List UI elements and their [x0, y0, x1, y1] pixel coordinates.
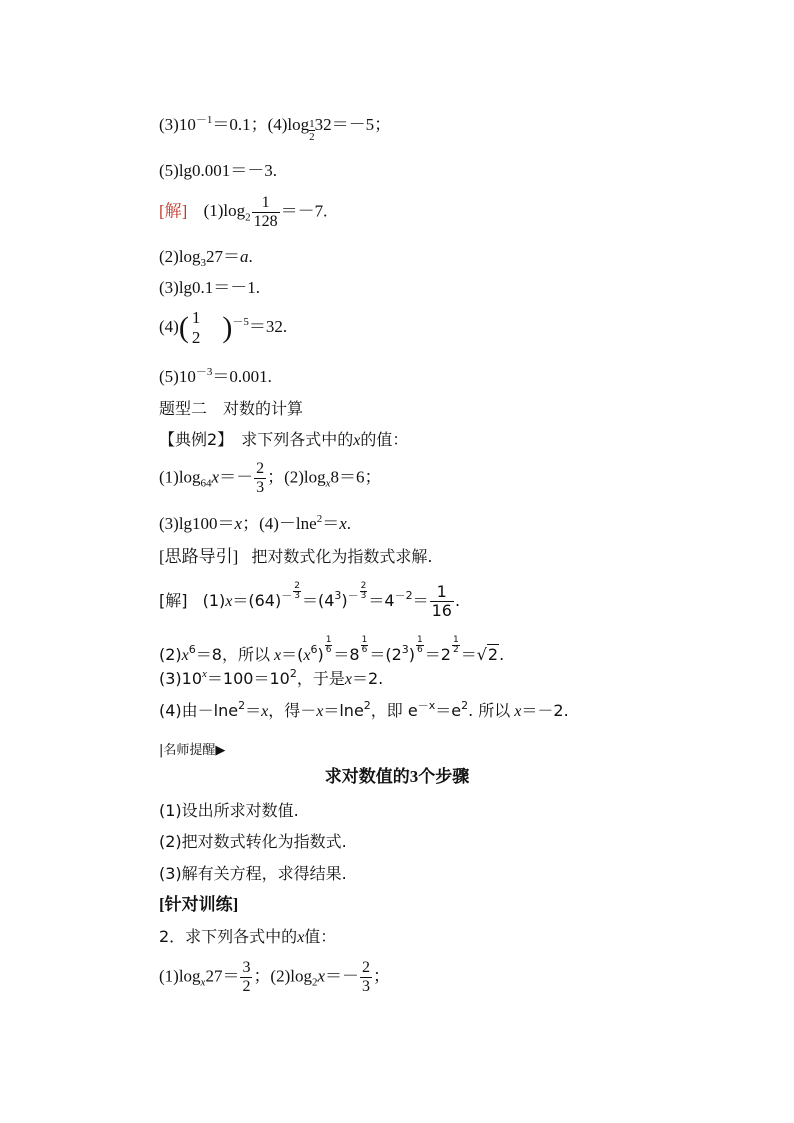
solution-line-2 — [159, 246, 253, 268]
text: ＝(4 — [301, 591, 335, 610]
example-prompt — [159, 429, 408, 452]
text: ＝e — [435, 701, 462, 720]
numerator: 1 — [430, 583, 454, 602]
text: ＝lne — [323, 701, 364, 720]
numerator: 1 — [191, 308, 201, 327]
exponent: －5 — [232, 315, 249, 328]
text: ＝－2. — [521, 701, 569, 720]
text: ＝100＝10 — [206, 669, 290, 688]
fraction — [189, 308, 201, 348]
thought-guide — [159, 546, 433, 568]
text: 8＝6； — [330, 467, 382, 487]
step-2 — [159, 831, 347, 853]
exponent-fraction — [452, 636, 460, 655]
tip-label-text: |名师提醒▶ — [159, 743, 226, 758]
numerator: 1 — [452, 635, 459, 645]
text: ，于是 — [296, 669, 345, 688]
text: ＝8，所以 — [195, 645, 270, 664]
text: (2)把对数式转化为指数式. — [159, 832, 347, 851]
text: (1)设出所求对数值. — [159, 801, 299, 820]
exponent-fraction — [325, 636, 333, 655]
text: 2．求下列各式中的 — [159, 927, 298, 946]
variable: x — [234, 514, 243, 533]
denominator: 2 — [452, 645, 459, 655]
text: 把对数式化为指数式求解. — [251, 547, 433, 566]
text: ) — [408, 645, 416, 664]
subscript: 2 — [245, 211, 251, 224]
answer-line-5 — [159, 160, 277, 182]
variable: x — [225, 593, 233, 610]
solution-line-1 — [159, 194, 327, 231]
variable: x — [211, 467, 220, 487]
exponent: 6 — [310, 643, 318, 656]
numerator: 1 — [361, 635, 368, 645]
text: ，即 e — [370, 701, 418, 720]
text: (2) — [159, 645, 182, 664]
text: (3)解有关方程，求得结果. — [159, 864, 347, 883]
text: ＝ — [322, 514, 340, 533]
text: ＝ — [412, 591, 429, 610]
text: . — [346, 514, 351, 533]
section-heading — [159, 398, 303, 420]
subscript: x — [325, 477, 331, 490]
fraction — [430, 583, 454, 620]
numerator: 1 — [252, 194, 280, 213]
numerator: 1 — [325, 635, 332, 645]
text: (1)log — [203, 201, 246, 221]
denominator: 3 — [362, 978, 371, 995]
subscript: 2 — [311, 976, 318, 989]
text: ＝ — [245, 701, 262, 720]
text: (4) — [159, 316, 179, 336]
heading-text: 题型二 对数的计算 — [159, 399, 304, 418]
fraction — [254, 460, 266, 497]
numerator: 1 — [309, 118, 315, 130]
step-1 — [159, 800, 299, 822]
step-3 — [159, 863, 347, 885]
denominator: 3 — [360, 591, 367, 601]
variable: x — [297, 929, 305, 946]
text: (1)log — [159, 966, 201, 986]
text: ＝4 — [368, 591, 395, 610]
text: ＝0.001. — [212, 367, 272, 386]
solution-line-3 — [159, 277, 260, 299]
title-text: 求对数值的3个步骤 — [324, 767, 470, 786]
solution-line-5 — [159, 366, 272, 388]
text: (3)lg0.1＝－1. — [159, 278, 261, 297]
variable: x — [273, 647, 282, 664]
left-paren: ( — [178, 311, 189, 344]
text: (3)10 — [159, 669, 203, 688]
text: ＝－ — [219, 467, 254, 487]
text: ；(2)log — [253, 966, 312, 986]
text: (1)log — [159, 467, 201, 487]
variable: x — [514, 703, 522, 720]
exponent-sign: － — [281, 589, 293, 602]
text: (5)lg0.001＝－3. — [159, 161, 278, 180]
denominator: 6 — [361, 645, 368, 655]
text: 值： — [304, 927, 337, 946]
denominator: 6 — [417, 645, 423, 655]
exponent-fraction — [293, 582, 301, 601]
variable: x — [339, 514, 347, 533]
subscript: 3 — [200, 257, 207, 269]
denominator: 2 — [191, 328, 201, 347]
text: . 所以 — [468, 701, 511, 720]
exponent: 2 — [316, 513, 323, 525]
variable: a — [240, 247, 249, 266]
text: 32＝－5； — [314, 115, 392, 134]
denominator: 2 — [309, 131, 315, 143]
text: 求下列各式中的 — [225, 430, 354, 449]
sqrt-sign: ＝√ — [460, 645, 487, 664]
text: ；(2)log — [267, 467, 326, 487]
text: ； — [373, 966, 391, 986]
numerator: 2 — [360, 581, 367, 591]
text: ＝－7. — [280, 201, 328, 221]
exponent-sign: － — [347, 589, 359, 602]
text: ＝32. — [248, 316, 288, 336]
exponent: 3 — [401, 643, 409, 656]
exponent: 2 — [461, 699, 469, 712]
example-equations-1 — [159, 460, 382, 497]
subscript: 64 — [200, 477, 212, 490]
numerator: 2 — [256, 460, 265, 477]
example-solution-3 — [159, 668, 383, 691]
text: ) — [317, 645, 324, 664]
exponent-fraction — [360, 582, 368, 601]
numerator: 2 — [294, 581, 300, 591]
text: . — [454, 591, 461, 610]
text: ＝8 — [333, 645, 360, 664]
example-equations-2 — [159, 513, 351, 535]
variable: x — [316, 703, 324, 720]
text: 27＝ — [205, 966, 240, 986]
denominator: 2 — [242, 978, 251, 995]
text: . — [499, 645, 505, 664]
text: ，得－ — [268, 701, 317, 720]
fraction — [252, 194, 280, 231]
text: . — [248, 247, 253, 266]
denominator: 6 — [325, 645, 332, 655]
exponent: 2 — [238, 699, 246, 712]
text: ＝(64) — [232, 591, 282, 610]
text: (3)10 — [159, 115, 196, 134]
variable: x — [344, 671, 352, 688]
fraction — [360, 959, 372, 996]
text: ＝2. — [351, 669, 384, 688]
solution-line-4 — [159, 308, 287, 352]
exponent: －x — [417, 699, 436, 712]
exponent: x — [202, 668, 207, 680]
exponent: 3 — [334, 589, 342, 602]
teacher-tip-label — [159, 740, 225, 762]
exponent: －3 — [195, 366, 213, 378]
denominator: 128 — [253, 213, 278, 230]
text: (4)由－lne — [159, 701, 239, 720]
heading-text: [针对训练] — [159, 895, 239, 914]
text: ＝2 — [424, 645, 451, 664]
example-solution-2 — [159, 636, 504, 667]
text: ＝－ — [325, 966, 360, 986]
exponent-fraction — [416, 636, 424, 655]
text: (5)10 — [159, 367, 196, 386]
exponent-fraction — [361, 636, 369, 655]
steps-title — [0, 766, 794, 788]
practice-heading — [159, 894, 238, 916]
practice-prompt — [159, 926, 336, 949]
denominator: 3 — [294, 591, 300, 601]
text: ) — [341, 591, 348, 610]
numerator: 2 — [362, 959, 371, 976]
practice-equations — [159, 959, 390, 996]
answer-line-3-4 — [159, 114, 391, 143]
denominator: 3 — [256, 479, 265, 496]
example-tag: 【典例2】 — [159, 430, 226, 449]
numerator: 3 — [242, 959, 251, 976]
variable: x — [181, 647, 189, 664]
example-solution-4 — [159, 700, 569, 723]
fraction — [240, 959, 252, 996]
text: ＝(2 — [369, 645, 402, 664]
exponent: －2 — [394, 589, 413, 602]
text: (3)lg100＝ — [159, 514, 235, 533]
exponent: 6 — [188, 643, 196, 656]
variable: x — [353, 432, 361, 449]
guide-tag: [思路导引] — [159, 547, 239, 566]
variable: x — [261, 703, 269, 720]
solution-tag: [解] — [159, 201, 188, 221]
exponent: 2 — [289, 667, 297, 680]
solution-tag: [解] — [159, 591, 188, 610]
right-paren: ) — [222, 311, 233, 344]
text: (1) — [202, 591, 226, 610]
subscript: x — [200, 976, 206, 989]
text: ；(4)－lne — [242, 514, 317, 533]
text: ＝0.1；(4)log — [212, 115, 310, 134]
exponent: －1 — [195, 114, 213, 126]
radicand: 2 — [487, 645, 499, 664]
variable: x — [317, 966, 326, 986]
text: 27＝ — [206, 247, 241, 266]
variable: x — [303, 647, 311, 664]
text: 的值： — [360, 430, 409, 449]
text: (2)log — [159, 247, 201, 266]
denominator: 16 — [431, 601, 452, 620]
text: ＝( — [281, 645, 304, 664]
example-solution-1 — [159, 582, 460, 620]
numerator: 1 — [417, 635, 423, 645]
exponent: 2 — [363, 699, 371, 712]
